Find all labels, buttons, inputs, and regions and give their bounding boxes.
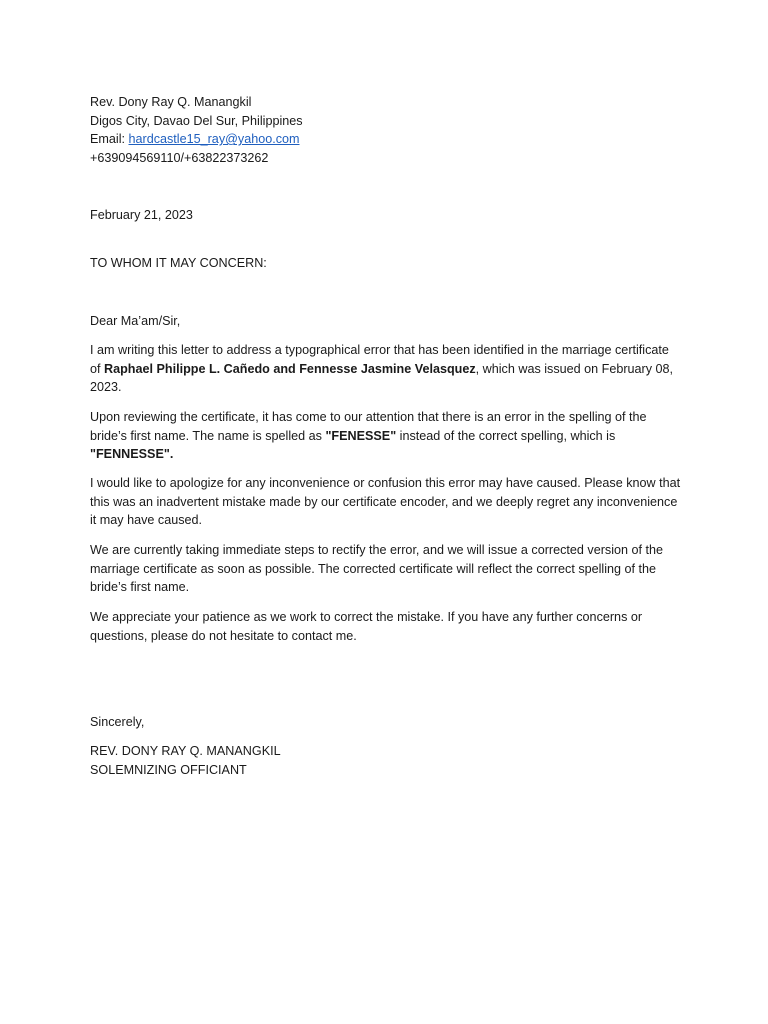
- sender-address: Digos City, Davao Del Sur, Philippines: [90, 113, 303, 128]
- paragraph-5: [90, 608, 682, 645]
- recipient-line: TO WHOM IT MAY CONCERN:: [90, 256, 267, 270]
- paragraph-2: [90, 408, 682, 464]
- sender-name: Rev. Dony Ray Q. Manangkil: [90, 95, 252, 109]
- signature-block: [90, 742, 682, 779]
- wrong-spelling: "FENESSE": [325, 428, 397, 443]
- sender-email-line: [90, 130, 682, 149]
- paragraph-1: [90, 341, 682, 397]
- signature-title: SOLEMNIZING OFFICIANT: [90, 762, 247, 777]
- salutation-block: [90, 312, 682, 331]
- p2-middle: instead of the correct spelling, which is: [396, 428, 616, 443]
- p1-after: , which was issued on February 08, 2023.: [90, 361, 674, 395]
- sender-block: [90, 93, 682, 167]
- p2-before: Upon reviewing the certificate, it has come to our attention that there is an error in the spelling of the bride’s first name. The name is spelled as: [90, 410, 647, 443]
- email-label: Email:: [90, 132, 125, 147]
- closing: Sincerely,: [90, 715, 145, 729]
- signature-name: REV. DONY RAY Q. MANANGKIL: [90, 744, 281, 758]
- p1-before: I am writing this letter to address a typographical error that has been identified in the marriage certificate of: [90, 343, 669, 376]
- couple-names: Raphael Philippe L. Cañedo and Fennesse Jasmine Velasquez: [104, 361, 476, 376]
- p5-text: We appreciate your patience as we work to correct the mistake. If you have any further concerns or questions, please do not hesitate to contact me.: [90, 610, 643, 643]
- sender-phone: +639094569110/+63822373262: [90, 150, 269, 165]
- p3-text: I would like to apologize for any inconvenience or confusion this error may have caused. Please know that this was an inadvertent mistake made by our certificate encoder, and we deeply regret any inconvenience it may have caused.: [90, 476, 681, 528]
- p4-text: We are currently taking immediate steps to rectify the error, and we will issue a corrected version of the marriage certificate as soon as possible. The corrected certificate will reflect the correct spelling of the bride’s first name.: [90, 543, 664, 595]
- recipient-block: [90, 254, 682, 273]
- salutation: Dear Ma’am/Sir,: [90, 314, 181, 328]
- letter-date-block: [90, 206, 682, 225]
- email-link[interactable]: hardcastle15_ray@yahoo.com: [128, 132, 300, 147]
- correct-spelling: "FENNESSE".: [90, 447, 174, 462]
- letter-date: February 21, 2023: [90, 208, 193, 222]
- closing-block: [90, 713, 682, 732]
- paragraph-3: [90, 474, 682, 530]
- paragraph-4: [90, 541, 682, 597]
